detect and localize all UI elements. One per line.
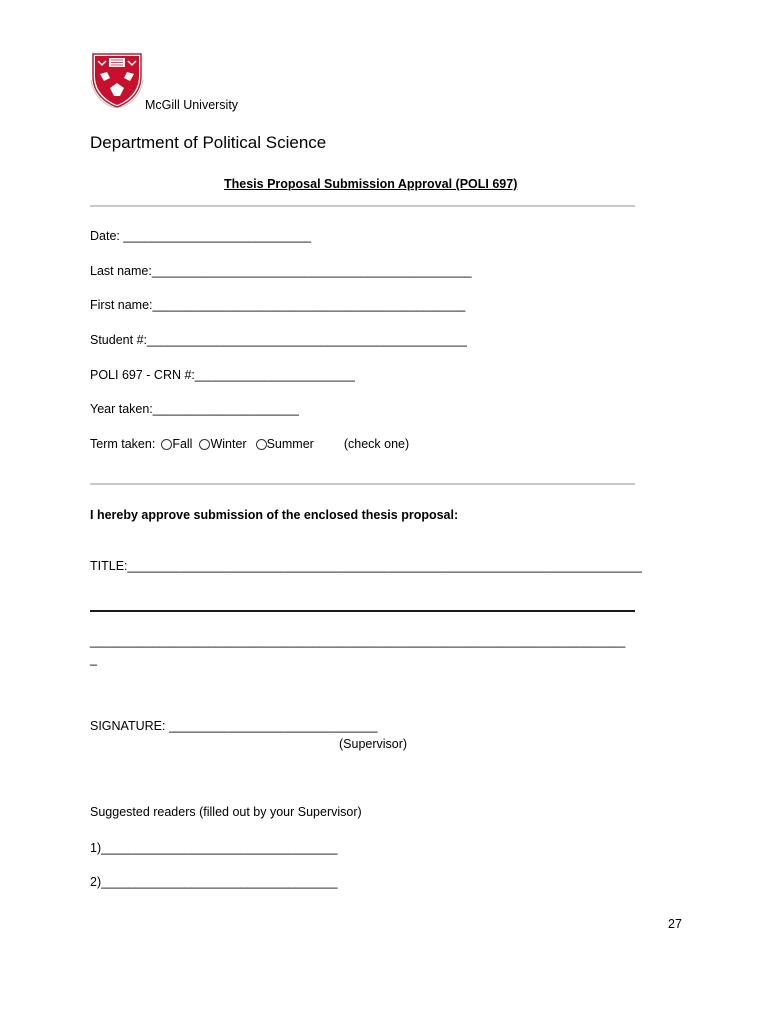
crn-field[interactable]: POLI 697 - CRN #:_______________________ — [90, 368, 355, 382]
mcgill-crest-logo — [90, 50, 144, 108]
check-one-note: (check one) — [343, 437, 410, 451]
reader-2-field[interactable]: 2)__________________________________ — [90, 875, 338, 889]
radio-summer[interactable] — [256, 439, 267, 450]
radio-fall-label: Fall — [172, 437, 193, 451]
student-number-field[interactable]: Student #:______________________________________________ — [90, 333, 467, 347]
term-taken-row — [90, 437, 409, 451]
divider-middle — [90, 483, 635, 485]
reader-1-field[interactable]: 1)__________________________________ — [90, 841, 338, 855]
approval-statement: I hereby approve submission of the enclosed thesis proposal: — [90, 508, 459, 522]
divider-top — [90, 205, 635, 207]
university-name: McGill University — [145, 98, 239, 112]
date-field[interactable]: Date: ___________________________ — [90, 229, 312, 243]
term-taken-label: Term taken: — [90, 437, 156, 451]
radio-winter-label: Winter — [210, 437, 247, 451]
title-continuation-line[interactable]: _____________________________________________________________________________ — [90, 634, 626, 648]
first-name-field[interactable]: First name:_____________________________________________ — [90, 298, 466, 312]
title-continuation-end: _ — [90, 652, 97, 666]
radio-fall[interactable] — [161, 439, 172, 450]
page-number: 27 — [668, 917, 682, 931]
radio-summer-label: Summer — [266, 437, 314, 451]
year-taken-field[interactable]: Year taken:_____________________ — [90, 402, 299, 416]
department-name: Department of Political Science — [90, 133, 327, 152]
readers-heading: Suggested readers (filled out by your Supervisor) — [90, 805, 362, 819]
form-title: Thesis Proposal Submission Approval (POLI 697) — [224, 177, 518, 191]
radio-winter[interactable] — [199, 439, 210, 450]
signature-role: (Supervisor) — [339, 737, 408, 751]
signature-field[interactable]: SIGNATURE: ______________________________ — [90, 719, 378, 733]
title-field[interactable]: TITLE:__________________________________________________________________________ — [90, 559, 642, 573]
title-line-rule — [90, 610, 635, 612]
last-name-field[interactable]: Last name:______________________________________________ — [90, 264, 472, 278]
